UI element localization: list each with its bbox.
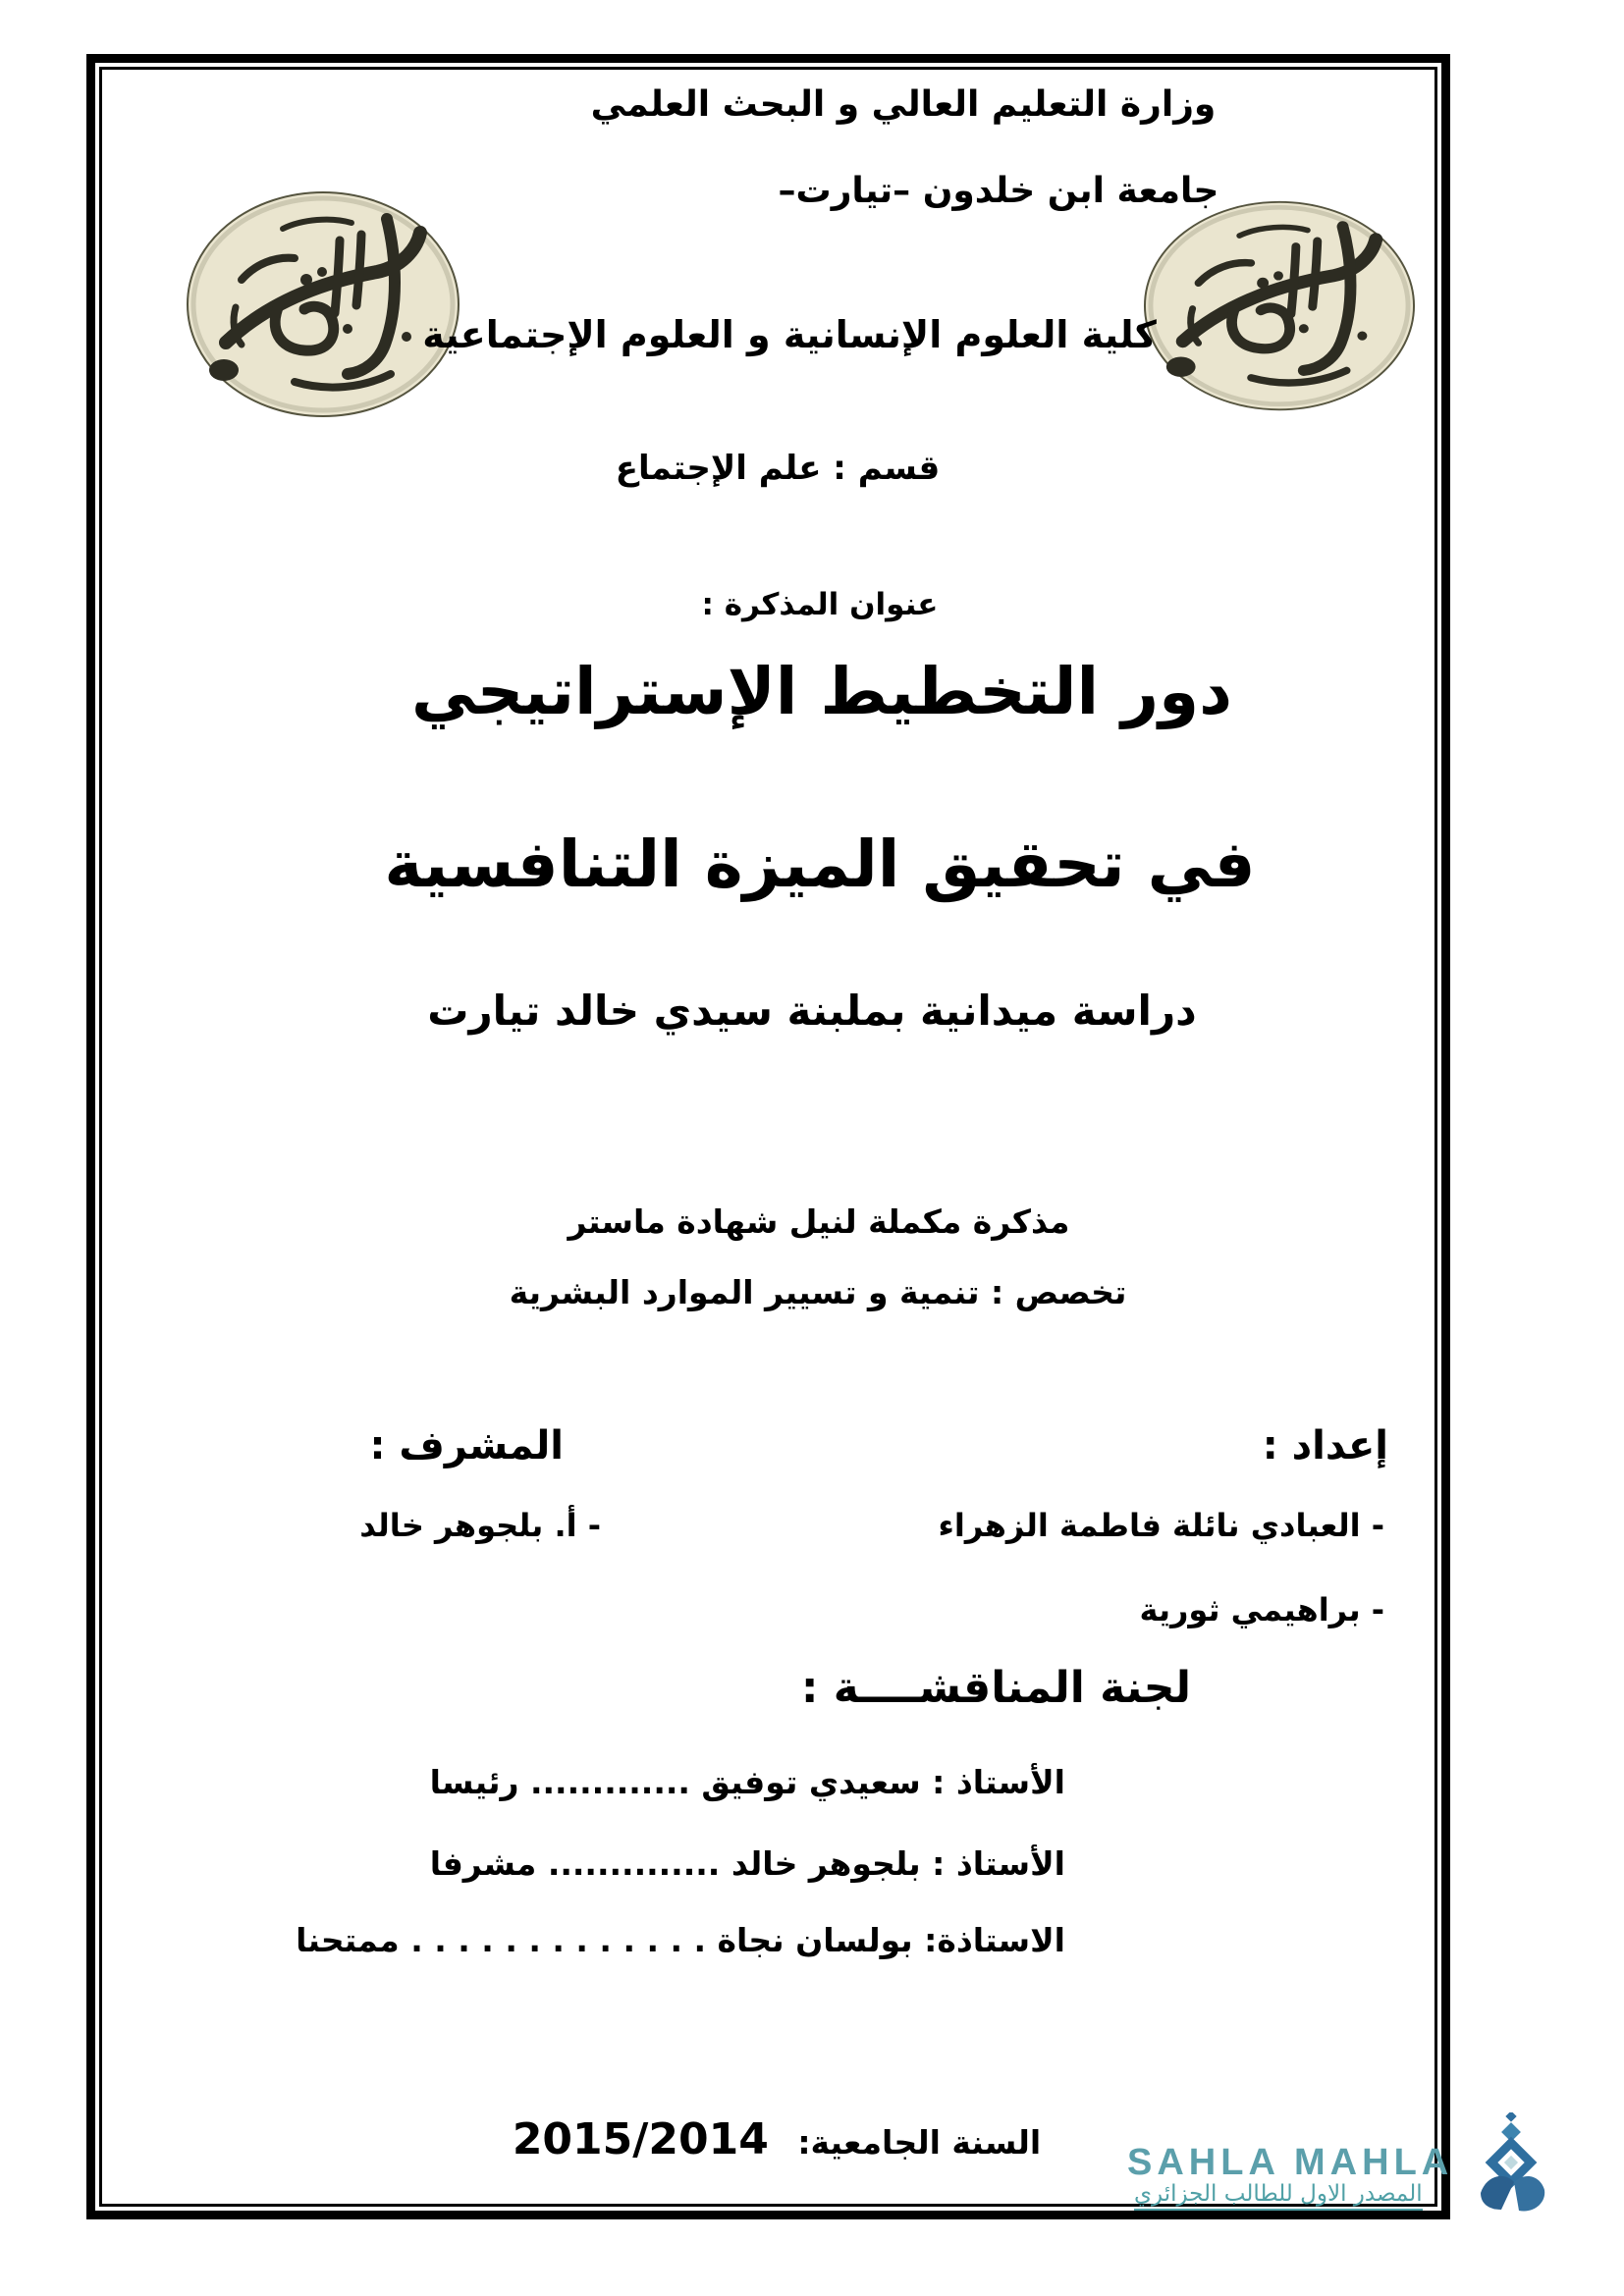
thesis-title-line1: دور التخطيط الإستراتيجي [410, 654, 1233, 729]
thesis-subtitle: دراسة ميدانية بملبنة سيدي خالد تيارت [427, 987, 1197, 1035]
university-seal-right-icon [1142, 199, 1417, 413]
watermark-brand-text: SAHLA MAHLA [1127, 2142, 1454, 2183]
memo-title-label: عنوان المذكرة : [701, 587, 939, 622]
watermark-tagline: المصدر الاول للطالب الجزائري [1134, 2181, 1423, 2211]
university-seal-left-icon [185, 189, 461, 420]
author-name: - براهيمي ثورية [1139, 1591, 1384, 1629]
committee-row: الأستاذ : سعيدي توفيق ............. رئيسا [429, 1763, 1065, 1801]
sahla-mahla-logo-icon [1473, 2112, 1549, 2228]
university-line: جامعة ابن خلدون –تيارت– [778, 171, 1219, 211]
thesis-title-line2: في تحقيق الميزة التنافسية [384, 827, 1256, 902]
ministry-line: وزارة التعليم العالي و البحث العلمي [590, 84, 1217, 125]
committee-heading: لجنة المناقشــــة : [800, 1663, 1191, 1713]
committee-row: الأستاذ : بلجوهر خالد .............. مشرفا [429, 1844, 1065, 1883]
committee-row: الاستاذة: بولسان نجاة . . . . . . . . . . . . . ممتحنا [296, 1921, 1065, 1959]
academic-year-label: السنة الجامعية: [797, 2123, 1042, 2162]
academic-year-value: 2015/2014 [512, 2114, 769, 2164]
specialty-line: تخصص : تنمية و تسيير الموارد البشرية [509, 1273, 1127, 1311]
degree-note: مذكرة مكملة لنيل شهادة ماستر [568, 1202, 1070, 1241]
supervisor-name: - أ. بلجوهر خالد [359, 1507, 601, 1544]
supervisor-label: المشرف : [369, 1423, 564, 1468]
department-line: قسم : علم الإجتماع [615, 449, 941, 488]
prepared-by-label: إعداد : [1262, 1423, 1388, 1468]
faculty-line: كلية العلوم الإنسانية و العلوم الإجتماعية [422, 313, 1157, 356]
author-name: - العبادي نائلة فاطمة الزهراء [938, 1507, 1384, 1544]
